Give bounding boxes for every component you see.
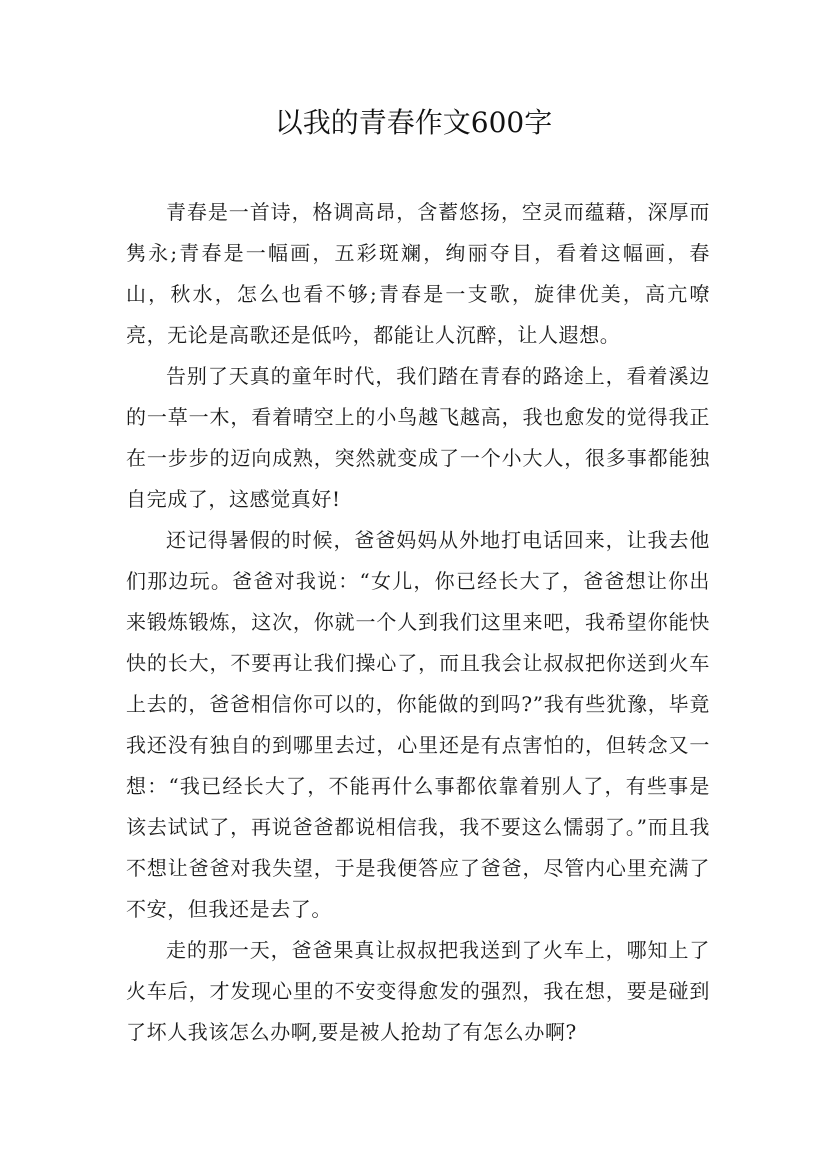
paragraph-1: 青春是一首诗，格调高昂，含蓄悠扬，空灵而蕴藉，深厚而隽永;青春是一幅画，五彩斑斓，绚丽夺目，看着这幅画，春山，秋水，怎么也看不够;青春是一支歌，旋律优美，高亢嘹亮，无论是高歌还是低吟，都能让人沉醉，让人遐想。 [126,200,710,347]
paragraph-2: 告别了天真的童年时代，我们踏在青春的路途上，看着溪边的一草一木，看着晴空上的小鸟越飞越高，我也愈发的觉得我正在一步步的迈向成熟，突然就变成了一个小大人，很多事都能独自完成了，这感觉真好! [126,364,710,511]
paragraph-3: 还记得暑假的时候，爸爸妈妈从外地打电话回来，让我去他们那边玩。爸爸对我说：“女儿，你已经长大了，爸爸想让你出来锻炼锻炼，这次，你就一个人到我们这里来吧，我希望你能快快的长大，不要再让我们操心了，而且我会让叔叔把你送到火车上去的，爸爸相信你可以的，你能做的到吗?”我有些犹豫，毕竟我还没有独自的到哪里去过，心里还是有点害怕的，但转念又一想：“我已经长大了，不能再什么事都依靠着别人了，有些事是该去试试了，再说爸爸都说相信我，我不要这么懦弱了。”而且我不想让爸爸对我失望，于是我便答应了爸爸，尽管内心里充满了不安，但我还是去了。 [126,528,710,921]
document-title: 以我的青春作文600字 [274,106,553,139]
paragraph-4: 走的那一天，爸爸果真让叔叔把我送到了火车上，哪知上了火车后，才发现心里的不安变得愈发的强烈，我在想，要是碰到了坏人我该怎么办啊,要是被人抢劫了有怎么办啊? [126,938,710,1044]
document-body [126,192,710,1053]
